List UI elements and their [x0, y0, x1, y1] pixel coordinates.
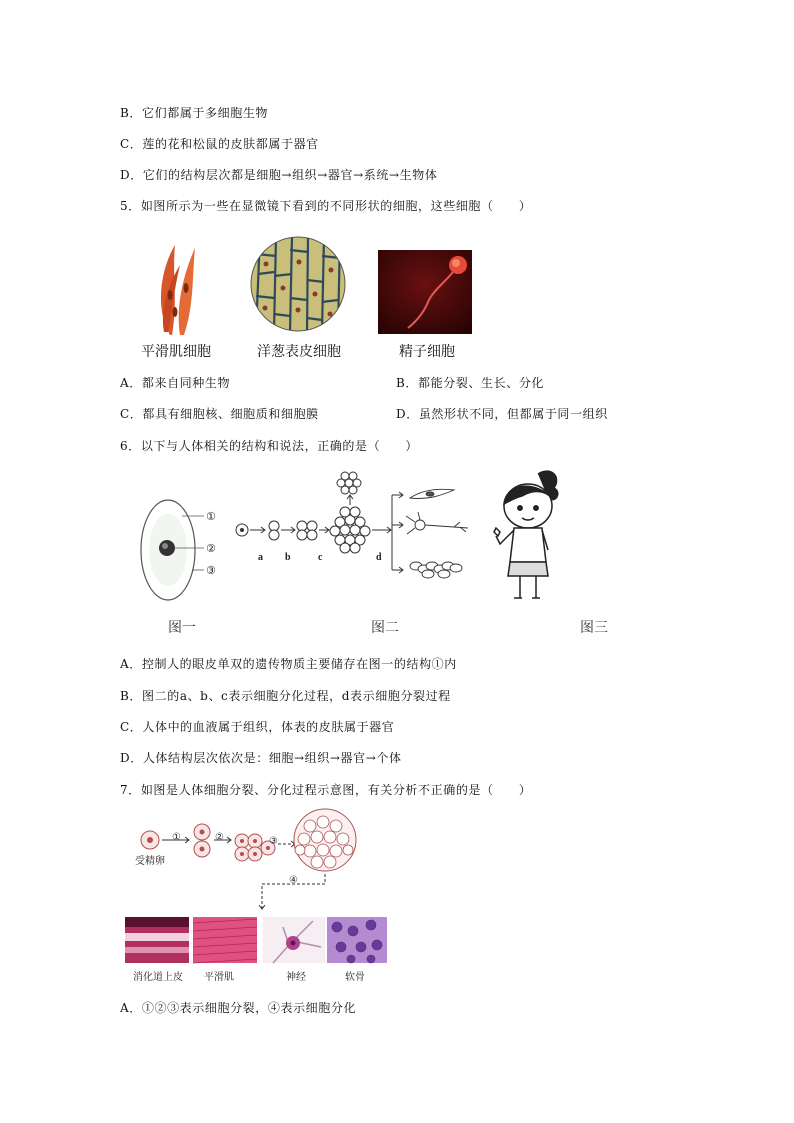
- q7-marker-3: ③: [269, 836, 278, 847]
- tissue-image-cartilage: [327, 917, 387, 963]
- tissue-label-digestive-epithelium: 消化道上皮: [133, 972, 183, 983]
- caption-onion-epidermis: 洋葱表皮细胞: [257, 344, 341, 360]
- q7-marker-4: ④: [289, 875, 298, 886]
- marker-2: ②: [206, 542, 216, 555]
- q5-option-d: D．虽然形状不同，但都属于同一组织: [396, 407, 608, 421]
- figure-2-label: 图二: [371, 620, 399, 636]
- q4-option-d: D．它们的结构层次都是细胞→组织→器官→系统→生物体: [120, 168, 438, 182]
- figure-1-label: 图一: [168, 620, 196, 636]
- q4-option-b: B．它们都属于多细胞生物: [120, 106, 269, 120]
- q5-option-c: C．都具有细胞核、细胞质和细胞膜: [120, 407, 319, 421]
- tissue-image-smooth-muscle: [193, 917, 257, 963]
- q6-stem: 6．以下与人体相关的结构和说法，正确的是（ ）: [120, 439, 419, 453]
- onion-epidermis-cell-image: [250, 236, 346, 332]
- q7-marker-1: ①: [172, 832, 181, 843]
- figure-3-girl-illustration: [492, 466, 572, 606]
- q6-option-b: B．图二的a、b、c表示细胞分化过程，d表示细胞分裂过程: [120, 689, 451, 703]
- q5-option-a: A．都来自同种生物: [120, 376, 231, 390]
- step-c: c: [318, 552, 323, 563]
- q7-division-diagram: [130, 808, 390, 920]
- step-a: a: [258, 552, 263, 563]
- marker-3: ③: [206, 564, 216, 577]
- q7-option-a: A．①②③表示细胞分裂，④表示细胞分化: [120, 1001, 357, 1015]
- marker-1: ①: [206, 510, 216, 523]
- q4-option-c: C．莲的花和松鼠的皮肤都属于器官: [120, 137, 319, 151]
- q7-marker-2: ②: [215, 832, 224, 843]
- caption-smooth-muscle: 平滑肌细胞: [141, 344, 211, 360]
- figure-2-division-diagram: [232, 470, 472, 590]
- step-b: b: [285, 552, 291, 563]
- tissue-image-digestive-epithelium: [125, 917, 189, 963]
- sperm-cell-image: [378, 250, 472, 334]
- q7-start-label: 受精卵: [135, 856, 165, 867]
- tissue-label-smooth-muscle: 平滑肌: [204, 972, 234, 983]
- q7-stem: 7．如图是人体细胞分裂、分化过程示意图，有关分析不正确的是（ ）: [120, 783, 532, 797]
- q6-option-a: A．控制人的眼皮单双的遗传物质主要储存在图一的结构①内: [120, 657, 457, 671]
- tissue-label-cartilage: 软骨: [345, 972, 365, 983]
- q6-option-c: C．人体中的血液属于组织，体表的皮肤属于器官: [120, 720, 395, 734]
- tissue-label-nerve: 神经: [286, 972, 306, 983]
- q6-option-d: D．人体结构层次依次是：细胞→组织→器官→个体: [120, 751, 402, 765]
- figure-3-label: 图三: [580, 620, 608, 636]
- tissue-image-nerve: [263, 917, 325, 963]
- q5-stem: 5．如图所示为一些在显微镜下看到的不同形状的细胞，这些细胞（ ）: [120, 199, 532, 213]
- q5-option-b: B．都能分裂、生长、分化: [396, 376, 545, 390]
- caption-sperm: 精子细胞: [399, 344, 455, 360]
- smooth-muscle-cell-image: [150, 240, 210, 340]
- step-d: d: [376, 552, 382, 563]
